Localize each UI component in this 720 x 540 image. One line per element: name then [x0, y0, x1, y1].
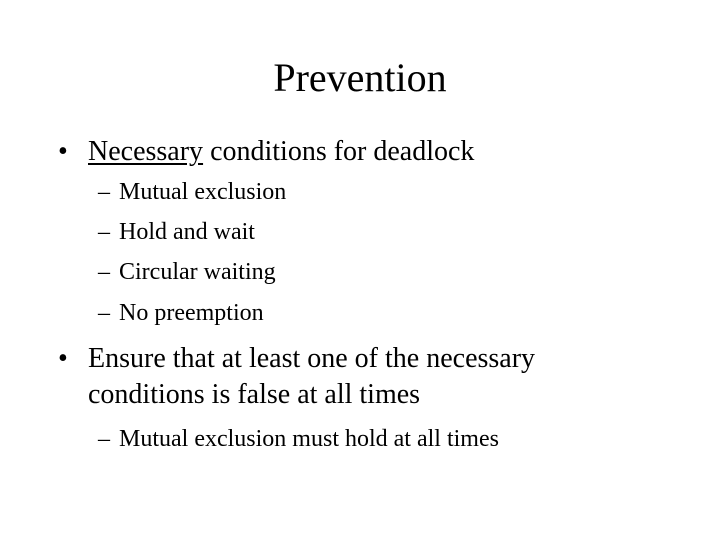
bullet-marker: • [58, 343, 68, 374]
bullet-marker: • [58, 136, 68, 167]
subitem-circular-waiting [98, 257, 276, 287]
subitem-mutual-exclusion-must-hold [98, 424, 499, 454]
slide-title: Prevention [273, 55, 447, 100]
subitem-text: Mutual exclusion must hold at all times [119, 426, 499, 452]
subitem-text: Circular waiting [119, 259, 276, 285]
subitem-text: Hold and wait [119, 219, 255, 245]
bullet-text: Ensure that at least one of the necessary conditions is false at all times [88, 343, 536, 410]
dash-marker: – [98, 219, 110, 245]
dash-marker: – [98, 179, 110, 205]
dash-marker: – [98, 426, 110, 452]
subitem-text: Mutual exclusion [119, 179, 287, 205]
subitem-hold-and-wait [98, 217, 255, 247]
underlined-term: Necessary [88, 136, 204, 167]
dash-marker: – [98, 259, 110, 285]
subitem-text: No preemption [119, 300, 264, 326]
dash-marker: – [98, 300, 110, 326]
bullet-text-rest: conditions for deadlock [203, 136, 475, 167]
subitem-no-preemption [98, 298, 264, 328]
bullet-text [88, 134, 688, 170]
subitem-mutual-exclusion [98, 177, 286, 207]
